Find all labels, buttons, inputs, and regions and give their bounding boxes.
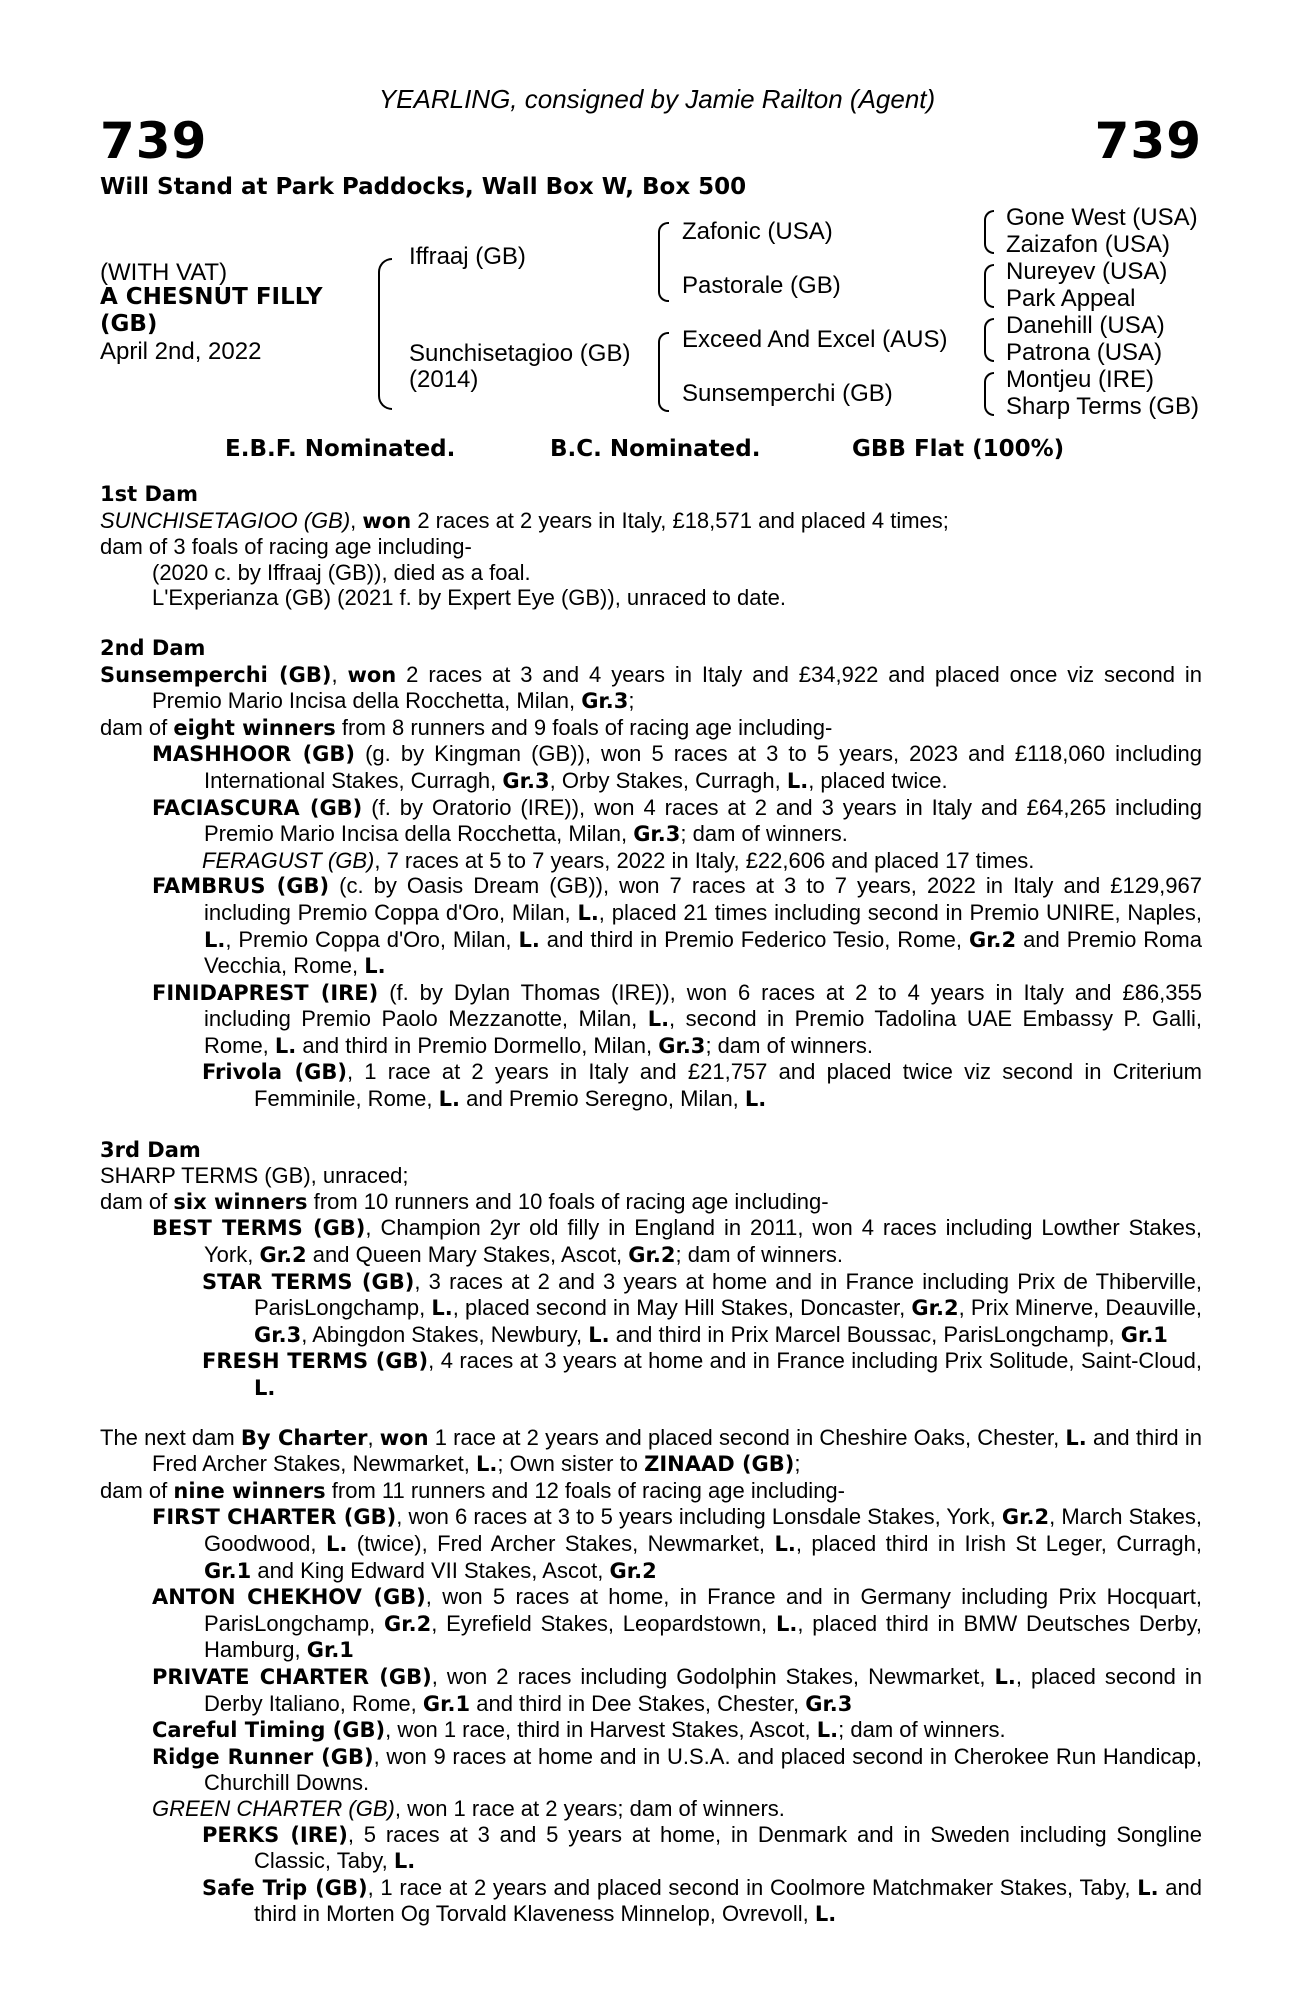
pedigree-brace-g3-1 <box>984 210 994 254</box>
first-dam-foal-1: (2020 c. by Iffraaj (GB)), died as a foal. <box>152 559 531 585</box>
text: , Abingdon Stakes, Newbury, <box>301 1321 583 1347</box>
text: ; dam of winners. <box>680 821 848 847</box>
foaling-date: April 2nd, 2022 <box>100 338 262 365</box>
horse-name: FRESH TERMS (GB) <box>202 1349 429 1374</box>
text: from 11 runners and 12 foals of racing age including- <box>331 1477 845 1503</box>
horse-name: BEST TERMS (GB) <box>152 1216 366 1241</box>
grade: Gr.3 <box>805 1691 853 1716</box>
produce-entry-star-terms <box>100 1269 1202 1349</box>
text: The next dam <box>100 1424 235 1450</box>
g3-ancestor-5: Danehill (USA) <box>1006 312 1165 339</box>
grade: Gr.3 <box>502 768 550 793</box>
winners-count: eight winners <box>173 715 336 740</box>
next-dam-produce-intro <box>100 1478 1202 1505</box>
text: and third in Morten Og Torvald Klaveness Minnelop, Ovrevoll, <box>254 1874 1202 1927</box>
g3-ancestor-8: Sharp Terms (GB) <box>1006 393 1199 420</box>
pedigree-brace-g3-2 <box>984 264 994 308</box>
horse-name: FACIASCURA (GB) <box>152 795 363 820</box>
text: (f. by Oratorio (IRE)), won 4 races at 2 and 3 years in Italy and £64,265 including Premio Mario Incisa della Rocchetta, Milan, <box>204 794 1202 847</box>
grade: L. <box>518 927 540 952</box>
text: and Premio Roma Vecchia, Rome, <box>204 926 1202 979</box>
text: ; dam of winners. <box>838 1717 1006 1743</box>
text: and third in Premio Dormello, Milan, <box>302 1032 653 1058</box>
grade: Gr.1 <box>204 1558 252 1583</box>
text: , 7 races at 5 to 7 years, 2022 in Italy, £22,606 and placed 17 times. <box>374 847 1035 873</box>
grade: L. <box>393 1849 416 1874</box>
stable-location: Will Stand at Park Paddocks, Wall Box W, Box 500 <box>100 174 747 200</box>
grade: Gr.2 <box>968 927 1017 952</box>
produce-entry-fresh-terms <box>100 1348 1202 1401</box>
text: and Queen Mary Stakes, Ascot, <box>312 1242 623 1268</box>
dam-name: Sunchisetagioo (GB) <box>409 340 631 367</box>
consignor-line: YEARLING, consigned by Jamie Railton (Agent) <box>378 84 936 114</box>
text: , placed third in Irish St Leger, Curragh, <box>795 1530 1202 1556</box>
text: , placed second in May Hill Stakes, Doncaster, <box>452 1295 906 1321</box>
won-label: won <box>362 508 412 533</box>
text: , won 2 races including Godolphin Stakes, Newmarket, <box>431 1663 986 1689</box>
produce-entry-ridge-runner <box>100 1744 1202 1796</box>
text: , 3 races at 2 and 3 years at home and in France including Prix de Thiberville, ParisLongchamp, <box>254 1268 1202 1321</box>
first-dam-record-text: 2 races at 2 years in Italy, £18,571 and placed 4 times; <box>417 507 949 533</box>
grade: L. <box>775 1611 798 1636</box>
vat-note: (WITH VAT) <box>100 259 228 286</box>
text: , won 6 races at 3 to 5 years including Lonsdale Stakes, York, <box>396 1504 996 1530</box>
produce-entry-perks <box>100 1822 1202 1875</box>
grade: Gr.1 <box>422 1691 471 1716</box>
grade: Gr.3 <box>658 1033 706 1058</box>
won-label: won <box>379 1425 429 1450</box>
text: and third in Dee Stakes, Chester, <box>476 1690 800 1716</box>
text: , March Stakes, Goodwood, <box>204 1504 1202 1556</box>
text: (twice), Fred Archer Stakes, Newmarket, <box>356 1530 766 1556</box>
text: dam of <box>100 1188 168 1214</box>
text: , Prix Minerve, Deauville, <box>958 1295 1202 1321</box>
dam-dam-name: Sunsemperchi (GB) <box>682 380 893 407</box>
text: , won 5 races at home, in France and in Germany including Prix Hocquart, ParisLongchamp, <box>204 1584 1202 1636</box>
sire-sire-name: Zafonic (USA) <box>682 218 833 245</box>
grade: L. <box>431 1296 453 1321</box>
grade: L. <box>816 1718 839 1743</box>
grade: L. <box>204 927 226 952</box>
text: , 1 race at 2 years in Italy and £21,757 and placed twice viz second in Criterium Femminile, Rome, <box>254 1059 1203 1112</box>
first-dam-record: SUNCHISETAGIOO (GB), won 2 races at 2 years in Italy, £18,571 and placed 4 times; <box>100 507 949 533</box>
horse-name: ANTON CHEKHOV (GB) <box>152 1585 426 1610</box>
text: ; dam of winners. <box>705 1032 873 1058</box>
pedigree-brace-parents <box>378 258 392 410</box>
text: ; dam of winners. <box>675 1242 844 1268</box>
second-dam-heading: 2nd Dam <box>100 635 206 660</box>
text: , second in Premio Tadolina UAE Embassy P. Galli, Rome, <box>204 1006 1203 1058</box>
text: , won 9 races at home and in U.S.A. and placed second in Cherokee Run Handicap, Churchill Downs. <box>204 1743 1202 1796</box>
produce-entry-anton-chekhov <box>100 1584 1202 1664</box>
text: , placed 21 times including second in Premio UNIRE, Naples, <box>598 899 1202 925</box>
g3-ancestor-2: Zaizafon (USA) <box>1006 231 1171 258</box>
third-dam-produce-intro <box>100 1189 1202 1216</box>
next-dam-name: By Charter <box>240 1425 368 1450</box>
grade: L. <box>994 1664 1016 1689</box>
lot-number-right: 739 <box>1094 112 1202 170</box>
horse-name: Frivola (GB) <box>202 1060 347 1085</box>
produce-entry-private-charter <box>100 1664 1202 1717</box>
text: 1 race at 2 years and placed second in Cheshire Oaks, Chester, <box>434 1424 1060 1450</box>
grade: L. <box>1065 1425 1087 1450</box>
produce-entry-careful-timing <box>100 1717 1202 1744</box>
horse-name: PERKS (IRE) <box>202 1822 348 1847</box>
horse-name: FIRST CHARTER (GB) <box>152 1505 397 1530</box>
horse-name: Careful Timing (GB) <box>152 1718 386 1743</box>
first-dam-heading: 1st Dam <box>100 482 198 506</box>
text: , won 1 race at 2 years; dam of winners. <box>394 1795 785 1821</box>
horse-description: A CHESNUT FILLY <box>100 284 323 310</box>
lot-number-left: 739 <box>100 112 208 170</box>
grade: L. <box>274 1033 297 1058</box>
grade: Gr.2 <box>609 1558 657 1583</box>
grade: L. <box>774 1531 796 1556</box>
sire-name: Iffraaj (GB) <box>409 243 526 270</box>
first-dam-produce-intro: dam of 3 foals of racing age including- <box>100 534 472 560</box>
text: , Orby Stakes, Curragh, <box>549 767 781 793</box>
grade: L. <box>254 1376 276 1400</box>
grade: L. <box>577 900 599 925</box>
text: and third in Fred Archer Stakes, Newmarket, <box>152 1424 1202 1477</box>
produce-entry-best-terms <box>100 1215 1202 1268</box>
text: , Eyrefield Stakes, Leopardstown, <box>431 1610 768 1636</box>
produce-entry-safe-trip <box>100 1875 1202 1928</box>
g3-ancestor-7: Montjeu (IRE) <box>1006 366 1155 393</box>
text: dam of <box>100 1477 168 1503</box>
horse-name: PRIVATE CHARTER (GB) <box>152 1664 432 1689</box>
won-label: won <box>347 662 397 687</box>
g3-ancestor-1: Gone West (USA) <box>1006 204 1198 231</box>
grade: Gr.2 <box>628 1243 676 1268</box>
grade: L. <box>476 1452 498 1477</box>
sister-name: ZINAAD (GB) <box>644 1452 795 1477</box>
g3-ancestor-4: Park Appeal <box>1006 285 1136 312</box>
gbb-flat: GBB Flat (100%) <box>852 436 1065 462</box>
produce-entry-faciascura <box>100 795 1202 848</box>
horse-name: FERAGUST (GB) <box>202 847 375 873</box>
g3-ancestor-6: Patrona (USA) <box>1006 339 1163 366</box>
pedigree-brace-g3-3 <box>984 318 994 362</box>
winners-count: six winners <box>173 1189 308 1214</box>
third-dam-heading: 3rd Dam <box>100 1137 201 1162</box>
text: , 5 races at 3 and 5 years at home, in Denmark and in Sweden including Songline Classic, Taby, <box>254 1821 1203 1874</box>
grade: Gr.2 <box>259 1243 307 1268</box>
horse-name: STAR TERMS (GB) <box>202 1269 415 1294</box>
catalogue-body <box>100 482 1202 1928</box>
text: , Premio Coppa d'Oro, Milan, <box>225 926 512 952</box>
grade: Gr.3 <box>633 822 681 847</box>
text: and King Edward VII Stakes, Ascot, <box>257 1557 604 1583</box>
sire-dam-name: Pastorale (GB) <box>682 272 841 299</box>
produce-entry-first-charter <box>100 1504 1202 1584</box>
grade: Gr.3 <box>254 1322 302 1347</box>
winners-count: nine winners <box>173 1478 326 1503</box>
second-dam-name: Sunsemperchi (GB) <box>100 662 332 687</box>
pedigree-brace-sire <box>658 222 669 302</box>
grade: L. <box>588 1322 610 1347</box>
grade: L. <box>325 1531 348 1556</box>
text: (g. by Kingman (GB)), won 5 races at 3 to 5 years, 2023 and £118,060 including International Stakes, Curragh, <box>204 741 1202 793</box>
ebf-nomination: E.B.F. Nominated. <box>225 436 456 462</box>
grade: Gr.2 <box>1001 1505 1050 1530</box>
grade: L. <box>364 954 386 979</box>
horse-name: GREEN CHARTER (GB) <box>152 1795 395 1821</box>
text: from 8 runners and 9 foals of racing age including- <box>341 714 833 740</box>
first-dam-foal-2: L'Experianza (GB) (2021 f. by Expert Eye (GB)), unraced to date. <box>152 585 786 611</box>
produce-entry-finidaprest <box>100 980 1202 1060</box>
grade: L. <box>647 1007 670 1032</box>
dam-sire-name: Exceed And Excel (AUS) <box>682 326 948 353</box>
produce-entry-frivola <box>100 1059 1202 1112</box>
produce-entry-green-charter <box>100 1796 1202 1822</box>
grade: L. <box>1137 1875 1159 1900</box>
grade: Gr.2 <box>384 1611 432 1636</box>
horse-name: Ridge Runner (GB) <box>152 1744 374 1769</box>
text: , placed third in BMW Deutsches Derby, Hamburg, <box>204 1610 1202 1663</box>
third-dam-record: SHARP TERMS (GB), unraced; <box>100 1163 409 1189</box>
horse-name: FINIDAPREST (IRE) <box>152 980 379 1005</box>
text: , placed second in Derby Italiano, Rome, <box>204 1663 1202 1716</box>
produce-entry-mashhoor <box>100 741 1202 794</box>
text: and third in Premio Federico Tesio, Rome, <box>546 926 963 952</box>
g3-ancestor-3: Nureyev (USA) <box>1006 258 1168 285</box>
horse-country: (GB) <box>100 311 158 337</box>
second-dam-produce-intro <box>100 715 1202 742</box>
text: from 10 runners and 10 foals of racing age including- <box>313 1188 829 1214</box>
text: , 4 races at 3 years at home and in France including Prix Solitude, Saint-Cloud, <box>428 1348 1203 1374</box>
produce-entry-fambrus <box>100 873 1202 979</box>
text: ; Own sister to <box>497 1451 638 1477</box>
text: (c. by Oasis Dream (GB)), won 7 races at 3 to 7 years, 2022 in Italy and £129,967 including Premio Coppa d'Oro, Milan, <box>204 873 1202 925</box>
text: and third in Prix Marcel Boussac, ParisLongchamp, <box>615 1321 1115 1347</box>
pedigree-brace-g3-4 <box>984 372 994 416</box>
produce-entry-feragust <box>100 848 1202 874</box>
bc-nomination: B.C. Nominated. <box>550 436 761 462</box>
horse-name: Safe Trip (GB) <box>202 1875 368 1900</box>
second-dam-record: Sunsemperchi (GB), won 2 races at 3 and 4 years in Italy and £34,922 and placed once viz second in Premio Mario Incisa della Rocchetta, Milan, Gr.3; <box>100 661 1202 714</box>
text: , Champion 2yr old filly in England in 2011, won 4 races including Lowther Stakes, York, <box>204 1215 1202 1268</box>
grade: Gr.2 <box>911 1296 959 1321</box>
text: dam of <box>100 714 168 740</box>
horse-name: FAMBRUS (GB) <box>152 874 330 899</box>
grade: Gr.3 <box>581 689 629 714</box>
grade: L. <box>438 1087 460 1112</box>
grade: L. <box>814 1902 837 1927</box>
text: (f. by Dylan Thomas (IRE)), won 6 races at 2 to 4 years in Italy and £86,355 including Premio Paolo Mezzanotte, Milan, <box>204 979 1202 1032</box>
horse-name: MASHHOOR (GB) <box>152 742 356 767</box>
text: , won 1 race, third in Harvest Stakes, Ascot, <box>385 1717 811 1743</box>
text: , placed twice. <box>808 767 948 793</box>
grade: Gr.1 <box>306 1638 354 1663</box>
dam-year: (2014) <box>409 366 479 393</box>
next-dam-record: The next dam By Charter, won 1 race at 2 years and placed second in Cheshire Oaks, Chester, L. and third in Fred Archer Stakes, Newmarket, L.; Own sister to ZINAAD (GB); <box>100 1424 1202 1477</box>
text: and Premio Seregno, Milan, <box>466 1086 739 1112</box>
pedigree-brace-dam <box>658 332 669 412</box>
first-dam-name: SUNCHISETAGIOO (GB) <box>100 507 351 533</box>
grade: L. <box>744 1087 767 1112</box>
record-text: 2 races at 3 and 4 years in Italy and £34,922 and placed once viz second in Premio Mario Incisa della Rocchetta, Milan, <box>152 661 1202 714</box>
grade: Gr.1 <box>1120 1322 1168 1347</box>
text: , 1 race at 2 years and placed second in Coolmore Matchmaker Stakes, Taby, <box>367 1874 1131 1900</box>
grade: L. <box>786 768 809 793</box>
